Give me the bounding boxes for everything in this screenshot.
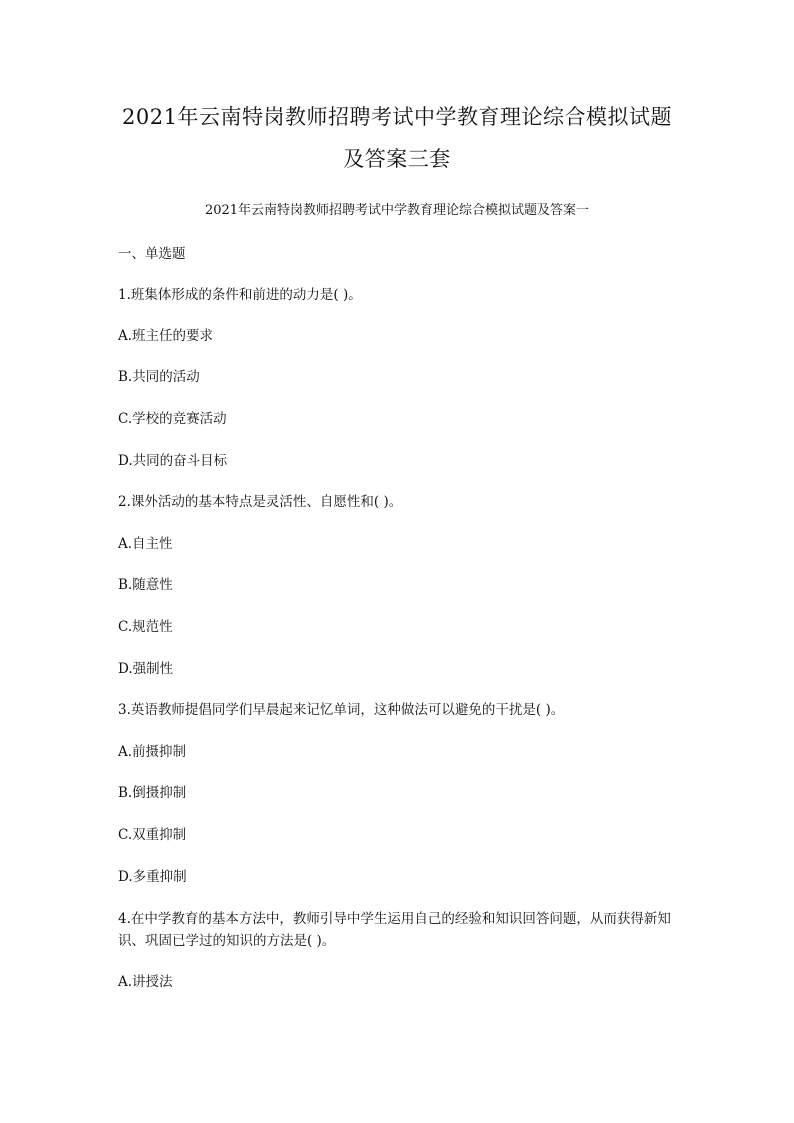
question-3-option-c: C.双重抑制 xyxy=(118,827,187,843)
question-2-option-d: D.强制性 xyxy=(118,661,174,677)
section-heading: 一、单选题 xyxy=(118,246,186,262)
question-1-option-c: C.学校的竞赛活动 xyxy=(118,411,227,427)
question-3-option-b: B.倒摄抑制 xyxy=(118,785,187,801)
question-1-option-d: D.共同的奋斗目标 xyxy=(118,453,228,469)
question-2-option-b: B.随意性 xyxy=(118,577,173,593)
document-subtitle: 2021年云南特岗教师招聘考试中学教育理论综合模拟试题及答案一 xyxy=(204,203,590,218)
question-2-option-a: A.自主性 xyxy=(118,536,173,552)
document-title-line-1: 2021年云南特岗教师招聘考试中学教育理论综合模拟试题 xyxy=(122,105,672,129)
question-1-option-a: A.班主任的要求 xyxy=(118,328,214,344)
question-3-option-a: A.前摄抑制 xyxy=(118,744,187,760)
question-2-stem: 2.课外活动的基本特点是灵活性、自愿性和( )。 xyxy=(118,494,403,510)
question-2-option-c: C.规范性 xyxy=(118,619,173,635)
question-4-option-a: A.讲授法 xyxy=(118,974,173,990)
document-title-line-2: 及答案三套 xyxy=(343,147,451,171)
question-3-stem: 3.英语教师提倡同学们早晨起来记忆单词，这种做法可以避免的干扰是( )。 xyxy=(118,702,565,718)
question-4-stem: 4.在中学教育的基本方法中，教师引导中学生运用自己的经验和知识回答问题，从而获得新知识、巩固已学过的知识的方法是( )。 xyxy=(118,911,671,949)
question-3-option-d: D.多重抑制 xyxy=(118,869,187,885)
question-1-stem: 1.班集体形成的条件和前进的动力是( )。 xyxy=(118,287,362,303)
question-1-option-b: B.共同的活动 xyxy=(118,369,200,385)
